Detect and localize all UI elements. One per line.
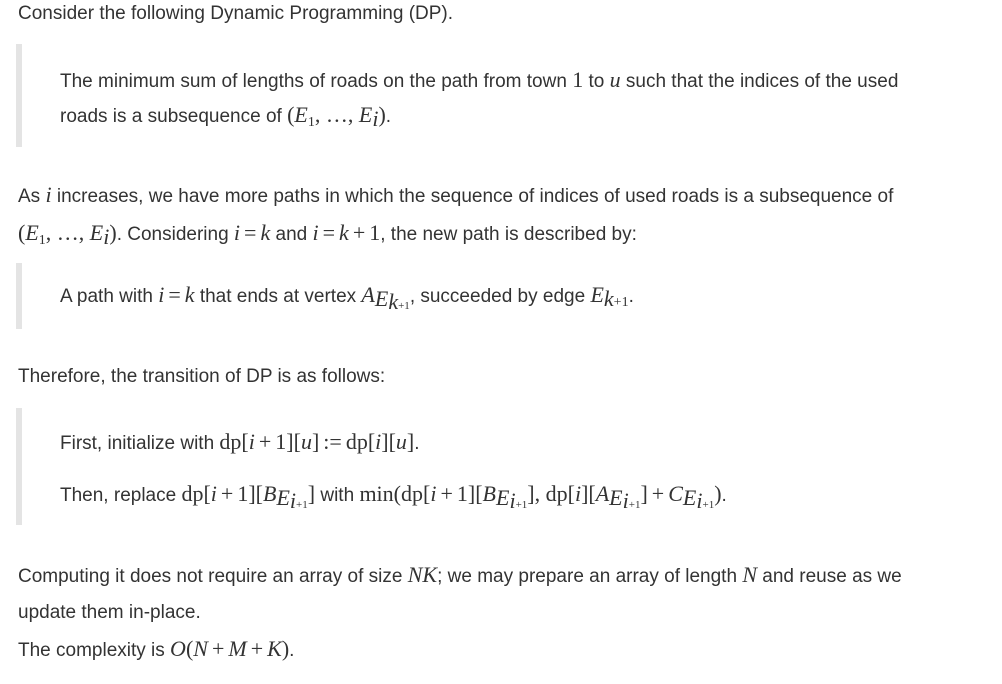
- paragraph-2: As i increases, we have more paths in which the sequence of indices of used roads is a subsequence of ($E_1$, …, $E_i$). Considering i = k and i = k + 1, the new path is described by:: [18, 182, 894, 249]
- transition-quote: [16, 408, 982, 525]
- definition-quote: [16, 44, 982, 147]
- transition-line-2: Then, replace $dp[i + 1][B_{E_{i+1}}]$ with $\min(dp[i + 1][B_{E_{i+1}}]$, $dp[i][A_{E_{i+1}}] + C_{E_{i+1}}$).: [60, 481, 727, 513]
- intro-text: Consider the following Dynamic Programming (DP).: [18, 3, 454, 24]
- paragraph-3: Therefore, the transition of DP is as follows:: [18, 366, 386, 387]
- path-line: A path with i = k that ends at vertex $A_{E_{k+1}}$, succeeded by edge $E_{k+1}$.: [60, 282, 634, 314]
- transition-line-1: First, initialize with dp[i + 1][u] := dp[i][u].: [60, 429, 420, 454]
- definition-line-2: roads is a subsequence of ($E_1$, …, $E_i$).: [60, 102, 392, 131]
- path-quote: [16, 263, 982, 329]
- paragraph-4: Computing it does not require an array of size NK; we may prepare an array of length N and reuse as we update them in-place. The complexity is O(N + M + K).: [18, 562, 902, 661]
- definition-line-1: The minimum sum of lengths of roads on the path from town 1 to u such that the indices of the used: [60, 67, 899, 92]
